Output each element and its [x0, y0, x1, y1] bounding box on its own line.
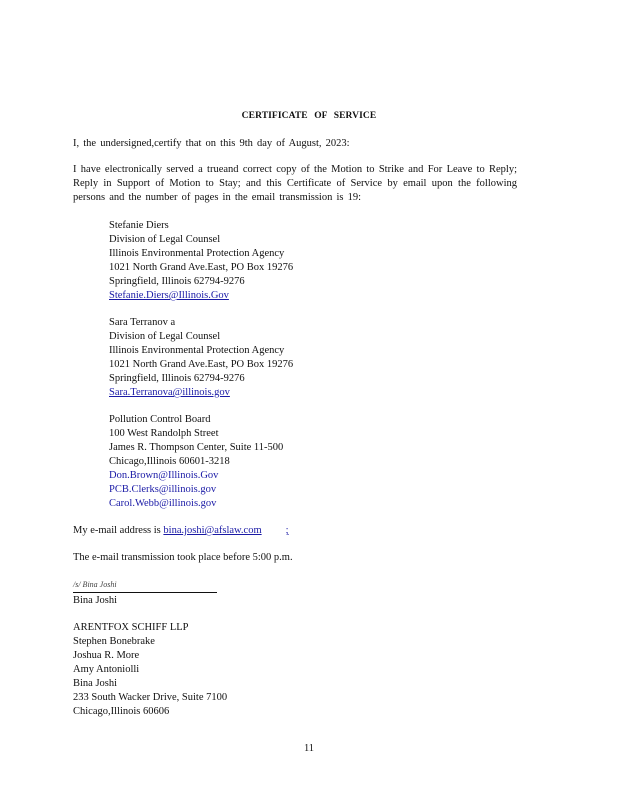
firm-address-city: Chicago,Illinois 60606 [73, 706, 170, 717]
attorney-name: Stephen Bonebrake [73, 636, 155, 647]
recipient-line: Pollution Control Board [109, 414, 211, 425]
recipient-line: Springfield, Illinois 62794-9276 [109, 276, 245, 287]
service-paragraph: I have electronically served a trueand correct copy of the Motion to Strike and For Leave to Reply; Reply in Support of Motion to Stay; and this Certificate of Service by email upon the following persons and the number of pages in the email transmission is 19: [73, 164, 517, 203]
recipient-line: 100 West Randolph Street [109, 428, 219, 439]
transmission-statement: The e-mail transmission took place before 5:00 p.m. [73, 552, 293, 563]
recipient-line: Springfield, Illinois 62794-9276 [109, 373, 245, 384]
recipient-line: Division of Legal Counsel [109, 234, 221, 245]
email-link[interactable]: Stefanie.Diers@Illinois.Gov [109, 290, 229, 301]
recipient-line: Illinois Environmental Protection Agency [109, 248, 285, 259]
recipient-line: James R. Thompson Center, Suite 11-500 [109, 442, 284, 453]
recipient-line: 1021 North Grand Ave.East, PO Box 19276 [109, 262, 294, 273]
recipient-line: Sara Terranov a [109, 317, 176, 328]
firm-address-street: 233 South Wacker Drive, Suite 7100 [73, 692, 228, 703]
page-number: 11 [303, 743, 315, 754]
firm-block [73, 621, 227, 719]
email-link[interactable]: Don.Brown@Illinois.Gov [109, 470, 219, 481]
recipient-line: Stefanie Diers [109, 220, 169, 231]
recipient-line: Illinois Environmental Protection Agency [109, 345, 285, 356]
signer-name: Bina Joshi [73, 595, 118, 606]
my-email-link[interactable]: bina.joshi@afslaw.com [163, 525, 262, 536]
my-email-prefix: My e-mail address is [73, 525, 161, 536]
certify-statement: I, the undersigned,certify that on this 9th day of August, 2023: [73, 138, 350, 149]
signature-line: /s/ Bina Joshi [73, 578, 217, 593]
document-title: CERTIFICATE OF SERVICE [241, 111, 377, 121]
recipient-block [109, 316, 293, 400]
recipient-block [109, 219, 293, 303]
email-link[interactable]: Carol.Webb@illinois.gov [109, 498, 217, 509]
recipient-line: 1021 North Grand Ave.East, PO Box 19276 [109, 359, 294, 370]
firm-name: ARENTFOX SCHIFF LLP [73, 622, 189, 633]
my-email-suffix: ; [285, 525, 289, 536]
attorney-name: Bina Joshi [73, 678, 118, 689]
recipient-line: Division of Legal Counsel [109, 331, 221, 342]
recipient-block [109, 413, 283, 511]
attorney-name: Joshua R. More [73, 650, 140, 661]
attorney-name: Amy Antoniolli [73, 664, 140, 675]
email-link[interactable]: PCB.Clerks@illinois.gov [109, 484, 217, 495]
my-email-line [73, 524, 289, 538]
recipient-line: Chicago,Illinois 60601-3218 [109, 456, 230, 467]
email-link[interactable]: Sara.Terranova@illinois.gov [109, 387, 230, 398]
